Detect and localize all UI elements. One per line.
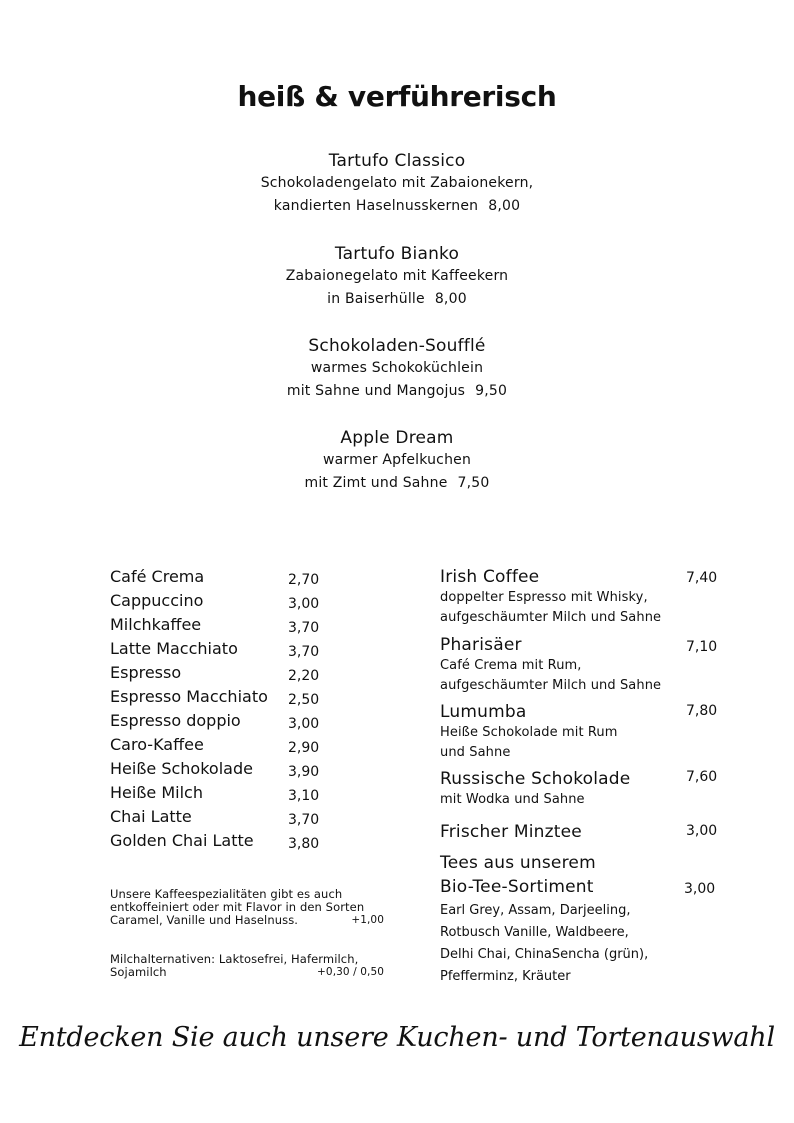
dessert-description: in Baiserhülle 8,00	[327, 291, 467, 307]
special-pharisaeer	[440, 634, 720, 696]
coffee-name: Café Crema	[110, 567, 205, 586]
note-line: Unsere Kaffeespezialitäten gibt es auch	[110, 887, 343, 901]
coffee-item	[110, 733, 330, 757]
note-line: entkoffeiniert oder mit Flavor in den Sorten	[110, 900, 365, 914]
coffee-price: 2,50	[288, 692, 320, 708]
special-name: Russische Schokolade	[440, 769, 631, 789]
tea-heading	[440, 851, 720, 899]
special-description: Café Crema mit Rum,	[440, 658, 582, 673]
dessert-name: Apple Dream	[340, 428, 454, 448]
dessert-price: 9,50	[475, 383, 508, 399]
dessert-description: kandierten Haselnusskernen 8,00	[273, 198, 521, 214]
milk-alternatives-note	[110, 953, 400, 979]
coffee-item	[110, 661, 330, 685]
coffee-price: 3,70	[288, 644, 320, 660]
coffee-item	[110, 637, 330, 661]
special-price: 7,60	[686, 769, 718, 785]
dessert-description: mit Zimt und Sahne 7,50	[304, 475, 490, 491]
special-description: und Sahne	[440, 745, 511, 760]
note-line: Sojamilch	[110, 965, 167, 979]
coffee-name: Cappuccino	[110, 591, 204, 610]
dessert-name: Schokoladen-Soufflé	[308, 336, 486, 356]
special-name: Lumumba	[440, 702, 527, 722]
dessert-description: warmer Apfelkuchen	[322, 452, 472, 468]
coffee-item	[110, 613, 330, 637]
special-irish-coffee	[440, 566, 720, 628]
dessert-price: 8,00	[488, 198, 521, 214]
dessert-description: mit Sahne und Mangojus 9,50	[286, 383, 508, 399]
dessert-schokoladen-souffle	[0, 335, 794, 403]
coffee-item	[110, 805, 330, 829]
coffee-item	[110, 565, 330, 589]
tea-heading-line: Tees aus unserem	[440, 853, 596, 873]
dessert-apple-dream	[0, 427, 794, 495]
special-description: mit Wodka und Sahne	[440, 792, 585, 807]
dessert-description: Schokoladengelato mit Zabaionekern,	[260, 175, 534, 191]
tea-varieties-line: Earl Grey, Assam, Darjeeling,	[440, 903, 631, 918]
special-price: 7,80	[686, 703, 718, 719]
special-description: aufgeschäumter Milch und Sahne	[440, 610, 662, 625]
special-description: doppelter Espresso mit Whisky,	[440, 590, 648, 605]
coffee-name: Heiße Milch	[110, 783, 203, 802]
coffee-name: Chai Latte	[110, 807, 192, 826]
dessert-price: 8,00	[434, 291, 467, 307]
special-price: 7,40	[686, 570, 718, 586]
coffee-name: Espresso Macchiato	[110, 687, 268, 706]
coffee-price: 2,20	[288, 668, 320, 684]
coffee-name: Golden Chai Latte	[110, 831, 254, 850]
coffee-item	[110, 589, 330, 613]
milk-surcharge: +0,30 / 0,50	[317, 966, 384, 978]
tea-varieties-line: Pfefferminz, Kräuter	[440, 969, 571, 984]
coffee-item	[110, 829, 330, 853]
coffee-name: Caro-Kaffee	[110, 735, 204, 754]
coffee-price: 3,80	[288, 836, 320, 852]
note-line: Caramel, Vanille und Haselnuss.	[110, 913, 299, 927]
dessert-name: Tartufo Classico	[328, 151, 466, 171]
coffee-name: Milchkaffee	[110, 615, 202, 634]
special-name: Pharisäer	[440, 635, 522, 655]
coffee-price: 3,00	[288, 596, 320, 612]
coffee-price: 3,10	[288, 788, 320, 804]
coffee-price: 3,00	[288, 716, 320, 732]
flavor-surcharge: +1,00	[351, 914, 384, 926]
special-description: Heiße Schokolade mit Rum	[440, 725, 618, 740]
special-name: Irish Coffee	[440, 567, 540, 587]
coffee-price: 3,90	[288, 764, 320, 780]
flavor-note	[110, 888, 400, 927]
page-title: heiß & verführerisch	[237, 80, 557, 113]
tea-varieties-line: Rotbusch Vanille, Waldbeere,	[440, 925, 629, 940]
dessert-price: 7,50	[457, 475, 490, 491]
special-price: 7,10	[686, 639, 718, 655]
dessert-name: Tartufo Bianko	[334, 244, 460, 264]
coffee-name: Espresso doppio	[110, 711, 241, 730]
coffee-price: 3,70	[288, 812, 320, 828]
special-name: Frischer Minztee	[440, 822, 582, 842]
coffee-price: 2,90	[288, 740, 320, 756]
coffee-item	[110, 709, 330, 733]
tea-varieties-line: Delhi Chai, ChinaSencha (grün),	[440, 947, 649, 962]
tea-heading-line: Bio-Tee-Sortiment	[440, 877, 594, 897]
coffee-list	[110, 565, 330, 853]
coffee-name: Espresso	[110, 663, 182, 682]
note-line: Milchalternativen: Laktosefrei, Hafermilch,	[110, 952, 359, 966]
special-description: aufgeschäumter Milch und Sahne	[440, 678, 662, 693]
tea-price: 3,00	[684, 881, 716, 897]
dessert-tartufo-bianko	[0, 243, 794, 311]
special-price: 3,00	[686, 823, 718, 839]
dessert-tartufo-classico	[0, 150, 794, 218]
coffee-price: 3,70	[288, 620, 320, 636]
special-russische-schokolade	[440, 768, 720, 810]
footer-cake-note: Entdecken Sie auch unsere Kuchen- und Tortenauswahl	[19, 1022, 775, 1053]
coffee-name: Latte Macchiato	[110, 639, 238, 658]
coffee-item	[110, 757, 330, 781]
special-frischer-minztee	[440, 821, 720, 843]
dessert-description: Zabaionegelato mit Kaffeekern	[285, 268, 509, 284]
coffee-price: 2,70	[288, 572, 320, 588]
tea-list	[440, 900, 720, 988]
coffee-item	[110, 781, 330, 805]
coffee-item	[110, 685, 330, 709]
special-lumumba	[440, 701, 720, 763]
coffee-name: Heiße Schokolade	[110, 759, 253, 778]
dessert-description: warmes Schokoküchlein	[310, 360, 484, 376]
